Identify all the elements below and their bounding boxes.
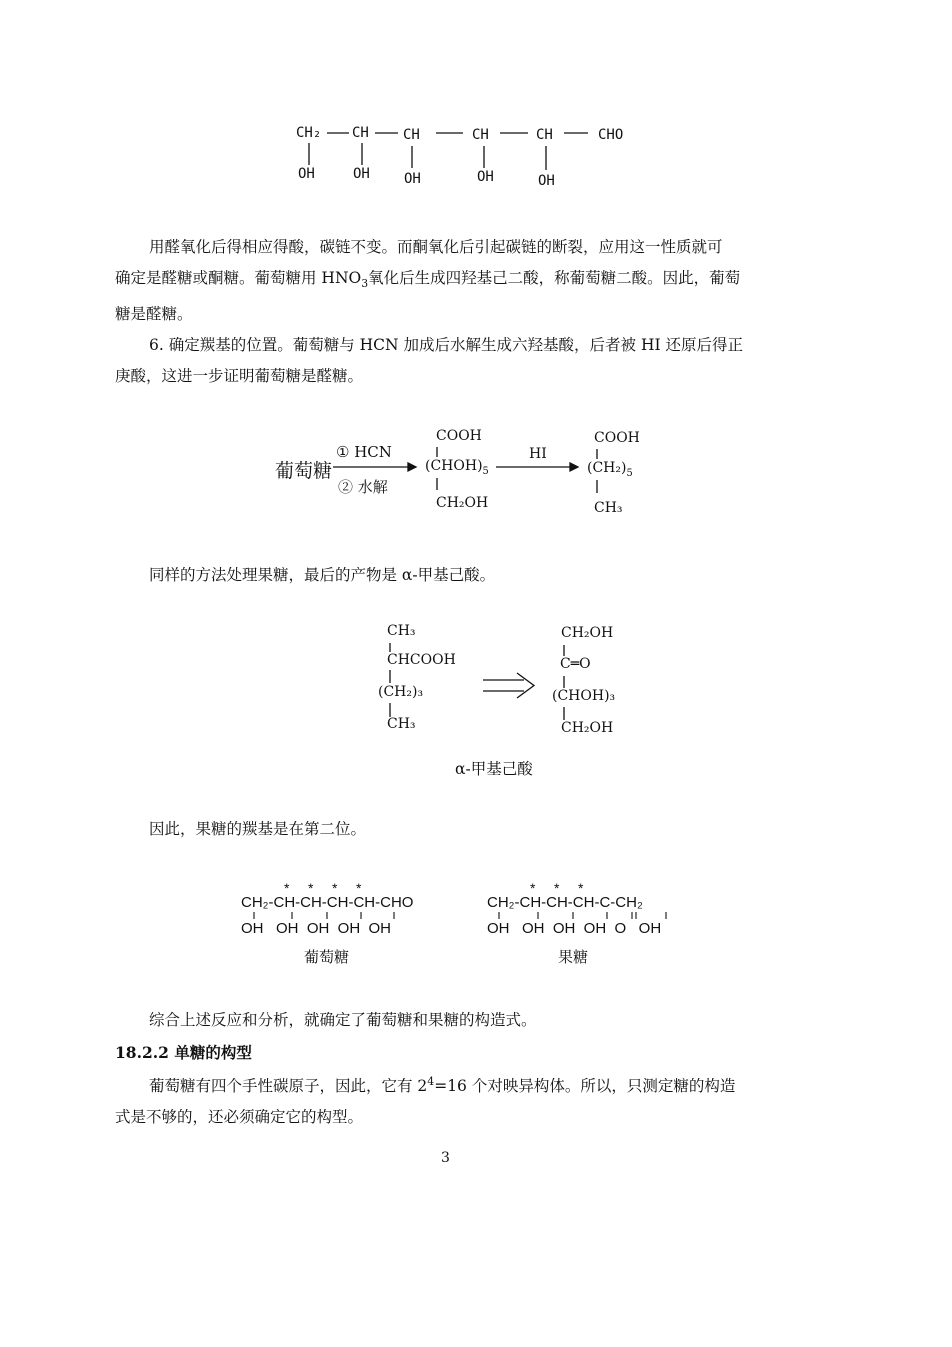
hydroxyl-label: OH — [538, 173, 555, 189]
superscript: 4 — [427, 1075, 435, 1088]
methylene-chain: (CH₂)₃ — [378, 684, 424, 700]
text-span: 确定是醛糖或酮糖。葡萄糖用 HNO — [115, 269, 362, 287]
glucose-hydroxyls: OH OH OH OH OH — [241, 920, 392, 937]
hydroxyl-label: OH — [404, 171, 421, 187]
subscript: 3 — [361, 277, 369, 291]
paragraph-carbonyl-second: 因此，果糖的羰基是在第二位。 — [149, 820, 367, 838]
subscript: 5 — [482, 465, 489, 477]
subscript: 5 — [626, 467, 633, 479]
paragraph-fructose-method: 同样的方法处理果糖，最后的产物是 α-甲基己酸。 — [149, 566, 496, 584]
glucose-formula: CH₂-CH-CH-CH-CH-CHO — [241, 894, 414, 911]
fructose-chiral-markers: * * * — [530, 880, 585, 896]
fructose-formula: CH₂-CH-CH-CH-C-CH₂ — [487, 894, 643, 911]
terminal-methyl: CH₃ — [387, 716, 416, 732]
hydroxymethyl-bottom: CH₂OH — [561, 720, 614, 736]
aldehyde-label: CHO — [598, 127, 624, 143]
fructose-hydroxyls: OH OH OH OH O OH — [487, 920, 662, 937]
carbon-label: CH — [472, 127, 489, 143]
glucose-chiral-markers: * * * * — [284, 880, 363, 896]
product1-terminal: CH₂OH — [436, 495, 489, 511]
section-heading: 18.2.2 单糖的构型 — [115, 1043, 252, 1062]
hydroxyl-label: OH — [298, 166, 315, 182]
text-span: 葡萄糖有四个手性碳原子，因此，它有 2 — [149, 1077, 428, 1096]
carbon-label: CH₂ — [296, 125, 322, 141]
hydroxyl-label: OH — [477, 169, 494, 185]
text-span: =16 个对映异构体。所以，只测定糖的构造 — [434, 1077, 736, 1096]
fructose-caption: 果糖 — [558, 948, 589, 966]
product1-carboxyl: COOH — [436, 428, 482, 444]
carbonyl-group: C═O — [560, 656, 591, 672]
chohh-chain: (CHOH)₃ — [552, 688, 616, 704]
chain-text: (CHOH) — [425, 458, 483, 474]
chain-text: (CH₂) — [587, 460, 627, 476]
carbon-label: CH — [352, 125, 369, 141]
carbon-label: CH — [403, 127, 420, 143]
figure-caption: α-甲基己酸 — [455, 760, 533, 778]
glucose-caption: 葡萄糖 — [304, 948, 350, 966]
product2-carboxyl: COOH — [594, 430, 640, 446]
text-span: 氧化后生成四羟基己二酸，称葡萄糖二酸。因此，葡萄 — [368, 269, 741, 287]
carbon-label: CH — [536, 127, 553, 143]
text-line: 庚酸，这进一步证明葡萄糖是醛糖。 — [115, 367, 364, 385]
text-line: 6. 确定羰基的位置。葡萄糖与 HCN 加成后水解生成六羟基酸，后者被 HI 还原后得正 — [149, 336, 744, 354]
paragraph-conclusion: 综合上述反应和分析，就确定了葡萄糖和果糖的构造式。 — [149, 1011, 537, 1029]
product2-methyl: CH₃ — [594, 500, 623, 516]
reagent-step1: ① HCN — [336, 443, 392, 461]
page-number: 3 — [441, 1150, 450, 1166]
chcooh-group: CHCOOH — [387, 652, 456, 668]
reagent-hi: HI — [529, 446, 547, 462]
text-line: 式是不够的，还必须确定它的构型。 — [115, 1108, 364, 1127]
paragraph-configuration — [115, 1066, 783, 1133]
text-line: 用醛氧化后得相应得酸，碳链不变。而酮氧化后引起碳链的断裂，应用这一性质就可 — [149, 238, 723, 256]
reagent-step2: ② 水解 — [338, 478, 388, 496]
glucose-reactant: 葡萄糖 — [275, 460, 333, 482]
hydroxyl-label: OH — [353, 166, 370, 182]
text-line — [115, 1066, 783, 1102]
text-line: 糖是醛糖。 — [115, 305, 193, 324]
methyl-group: CH₃ — [387, 623, 416, 639]
hydroxymethyl-top: CH₂OH — [561, 625, 614, 641]
